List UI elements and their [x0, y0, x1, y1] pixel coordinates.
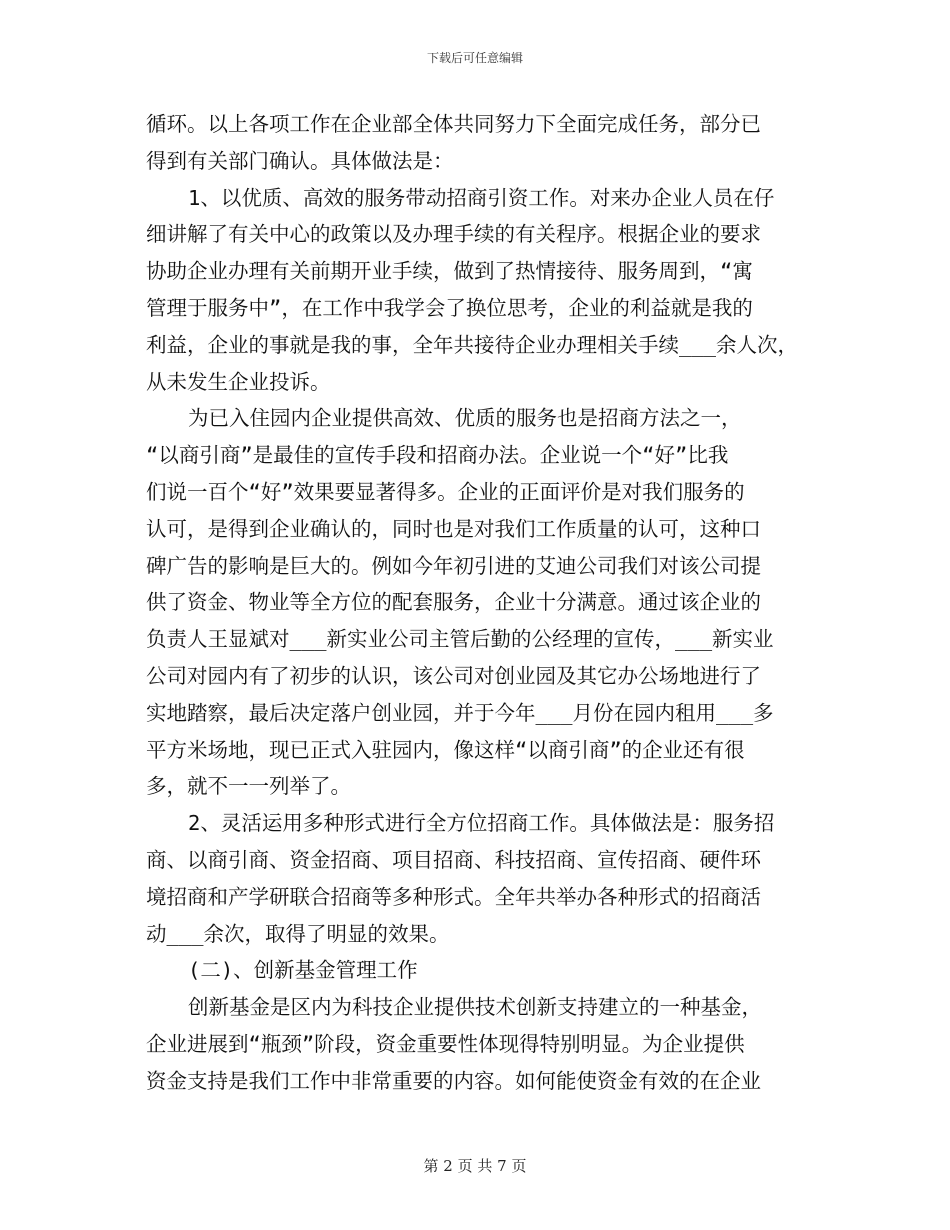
paragraph-start: 2、灵活运用多种形式进行全方位招商工作。具体做法是：服务招: [188, 811, 775, 836]
text-line: 实地踏察，最后决定落户创业园，并于今年___月份在园内租用___多: [146, 700, 774, 725]
text-line: 动___余次，取得了明显的效果。: [146, 921, 450, 946]
text-line: 从未发生企业投诉。: [146, 369, 331, 394]
paragraph-start: 1、以优质、高效的服务带动招商引资工作。对来办企业人员在仔: [188, 185, 775, 210]
text-line: 平方米场地，现已正式入驻园内，像这样“以商引商”的企业还有很: [146, 737, 745, 762]
text-line: 境招商和产学研联合招商等多种形式。全年共举办各种形式的招商活: [146, 884, 761, 909]
text-line: 碑广告的影响是巨大的。例如今年初引进的艾迪公司我们对该公司提: [146, 553, 761, 578]
text-line: 认可，是得到企业确认的，同时也是对我们工作质量的认可，这种口: [146, 516, 761, 541]
text-line: 商、以商引商、资金招商、项目招商、科技招商、宣传招商、硬件环: [146, 847, 761, 872]
text-line: “以商引商”是最佳的宣传手段和招商办法。企业说一个“好”比我: [146, 443, 729, 468]
page-header: 下载后可任意编辑: [426, 51, 523, 65]
paragraph-start: 创新基金是区内为科技企业提供技术创新支持建立的一种基金，: [188, 995, 762, 1020]
text-line: 协助企业办理有关前期开业手续，做到了热情接待、服务周到，“寓: [146, 259, 753, 284]
page-number: 第 2 页 共 7 页: [423, 1157, 527, 1175]
text-line: 得到有关部门确认。具体做法是：: [146, 148, 454, 173]
text-line: 公司对园内有了初步的认识，该公司对创业园及其它办公场地进行了: [146, 663, 761, 688]
text-line: 管理于服务中”，在工作中我学会了换位思考，企业的利益就是我的: [146, 295, 753, 320]
text-line: 们说一百个“好”效果要显著得多。企业的正面评价是对我们服务的: [146, 479, 745, 504]
text-line: 企业进展到“瓶颈”阶段，资金重要性体现得特别明显。为企业提供: [146, 1031, 745, 1056]
text-line: 供了资金、物业等全方位的配套服务，企业十分满意。通过该企业的: [146, 590, 761, 615]
text-line: 资金支持是我们工作中非常重要的内容。如何能使资金有效的在企业: [146, 1068, 761, 1093]
section-heading: (二)、创新基金管理工作: [188, 958, 418, 983]
text-line: 细讲解了有关中心的政策以及办理手续的有关程序。根据企业的要求: [146, 222, 761, 247]
text-line: 负责人王显斌对___新实业公司主管后勤的公经理的宣传，___新实业: [146, 627, 774, 652]
text-line: 利益，企业的事就是我的事，全年共接待企业办理相关手续___余人次，: [146, 332, 799, 357]
text-line: 循环。以上各项工作在企业部全体共同努力下全面完成任务，部分已: [146, 112, 761, 136]
document-body: [146, 106, 816, 1100]
paragraph-start: 为已入住园内企业提供高效、优质的服务也是招商方法之一，: [188, 406, 742, 431]
text-line: 多，就不一一列举了。: [146, 774, 351, 799]
